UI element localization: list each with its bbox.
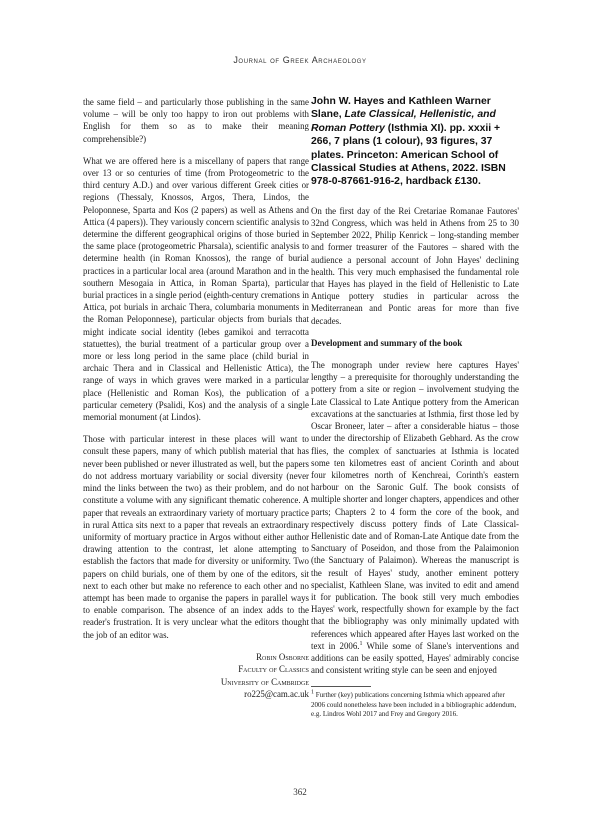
footnote-divider — [311, 686, 371, 687]
footnote-marker: 1 — [311, 690, 314, 697]
intro-paragraph: On the first day of the Rei Cretariae Romanae Fautores' 32nd Congress, which was held in Athens from 25 to 30 September 2022, Philip Kenrick – long-standing member and former treasurer of the Fautores – shared with the audience a personal account of John Hayes' declining health. This very much emphasised the fundamental role that Hayes has played in the field of Hellenistic to Late Antique pottery studies in particular across the Mediterranean and Pontic areas for more than five decades. — [311, 205, 519, 326]
signature-email: ro225@cam.ac.uk — [244, 688, 309, 699]
review-authors: John W. Hayes and Kathleen Warner Slane, — [311, 96, 491, 121]
review-heading — [311, 95, 519, 189]
journal-title: Journal of Greek Archaeology — [233, 55, 367, 65]
footnote-text: Further (key) publications concerning Isthmia which appeared after 2006 could nonetheless have been included in a bibliographic addendum, e.g. Lindros Wohl 2017 and Frey and Gregory 2016. — [311, 691, 517, 718]
body-paragraph-text: The monograph under review here captures Hayes' lengthy – a prerequisite for thoroughly understanding the pottery from a site or region – involvement studying the Late Classical to Late Antique pottery from the American excavations at the sanctuaries at Isthmia, first those led by Oscar Broneer, later – after a considerable hiatus – those under the directorship of Elizabeth Gebhard. As the crow flies, the complex of sanctuaries at Isthmia is located some ten kilometres east of ancient Corinth and about four kilometres north of Kenchreai, Corinth's eastern harbour on the Saronic Gulf. The book consists of multiple shorter and longer chapters, appendices and other parts; Chapters 2 to 4 form the core of the book, and respectively discuss pottery finds of Late Classical-Hellenistic date and of Roman-Late Antique date from the Sanctuary of Poseidon, and those from the Palaimonion (the Sanctuary of Palaimon). Whereas the manuscript is the result of Hayes' study, another eminent pottery specialist, Kathleen Slane, was invited to edit and amend it for publication. The book still very much embodies Hayes' work, respectfully shown for example by the fact that the bibliography was only minimally updated with references which appeared after Hayes last worked on the text in 2006. — [311, 360, 519, 651]
paragraph: What we are offered here is a miscellany of papers that range over 13 or so centuries of time (from Protogeometric to the third century A.D.) and over various different Greek cities or regions (Thessaly, Knossos, Argos, Thera, Lindos, the Peloponnese, Sparta and Kos (2 papers) as well as Athens and Attica (4 papers)). They variously concern scientific analysis to determine the different geographical origins of those buried in the same place (protogeometric Pharsala), scientific analysis to determine health (in Roman Knossos), the range of burial practices in a particular local area (around Marathon and in the southern Mesogaia in Attica, in Roman Sparta), particular burial practices in a single period (eighth-century cremations in Attica, pot burials in archaic Thera, columbaria monuments in the Roman Peloponnese), particular objects from burials that might indicate social identity (lebes gamikoi and terracotta statuettes), the burial treatment of a particular group over a more or less long period in the same place (child burial in archaic Thera and in Classical and Hellenistic Attica), the range of ways in which graves were marked in a particular place (Hellenistic and Roman Kos), the publication of a particular cemetery (Psalidi, Kos) and the analysis of a single memorial monument (at Lindos). — [83, 155, 309, 423]
body-paragraph — [311, 359, 519, 676]
left-column — [83, 96, 309, 700]
footnote — [311, 691, 519, 719]
footnote-reference[interactable]: 1 — [359, 640, 363, 647]
right-column — [311, 95, 519, 719]
signature-department: Faculty of Classics — [238, 664, 309, 675]
review-book-title: Late Classical, Hellenistic, and Roman Pottery — [311, 109, 496, 134]
paragraph: Those with particular interest in these places will want to consult these papers, many of which publish material that has never been published or never illustrated as well, but the papers do not address mortuary variability or social diversity (never mind the links between the two) as their problem, and do not constitute a volume with any significant thematic coherence. A paper that reveals an extraordinary variety of mortuary practice in rural Attica sits next to a paper that reveals an extraordinary uniformity of mortuary practice in Argos without either author drawing attention to the contrast, let alone attempting to establish the factors that made for diversity or uniformity. Two papers on child burials, one of them by one of the editors, sit next to each other but make no reference to each other and no attempt has been made to organise the papers in parallel ways to enable comparison. The absence of an index adds to the reader's frustration. It is very unclear what the editors thought the job of an editor was. — [83, 434, 309, 640]
review-book-details: (Isthmia XI). pp. xxxii + 266, 7 plans (1 colour), 93 figures, 37 plates. Princeton: American School of Classical Studies at Athens, 2022. ISBN 978-0-87661-916-2, hardback £130. — [311, 122, 506, 188]
page-number: 362 — [293, 787, 307, 797]
paragraph: the same field – and particularly those publishing in the same volume – will be only too happy to iron out problems with English for them so as to make their meaning comprehensible?) — [83, 97, 309, 144]
signature-institution: University of Cambridge — [220, 676, 309, 687]
section-subheading: Development and summary of the book — [311, 337, 463, 348]
running-header — [0, 55, 600, 65]
signature-name: Robin Osborne — [256, 651, 309, 662]
author-signature — [83, 651, 309, 701]
body-paragraph-continuation: While some of Slane's interventions and additions can be easily spotted, Hayes' admirably concise and consistent writing style can be seen and enjoyed — [311, 640, 519, 676]
